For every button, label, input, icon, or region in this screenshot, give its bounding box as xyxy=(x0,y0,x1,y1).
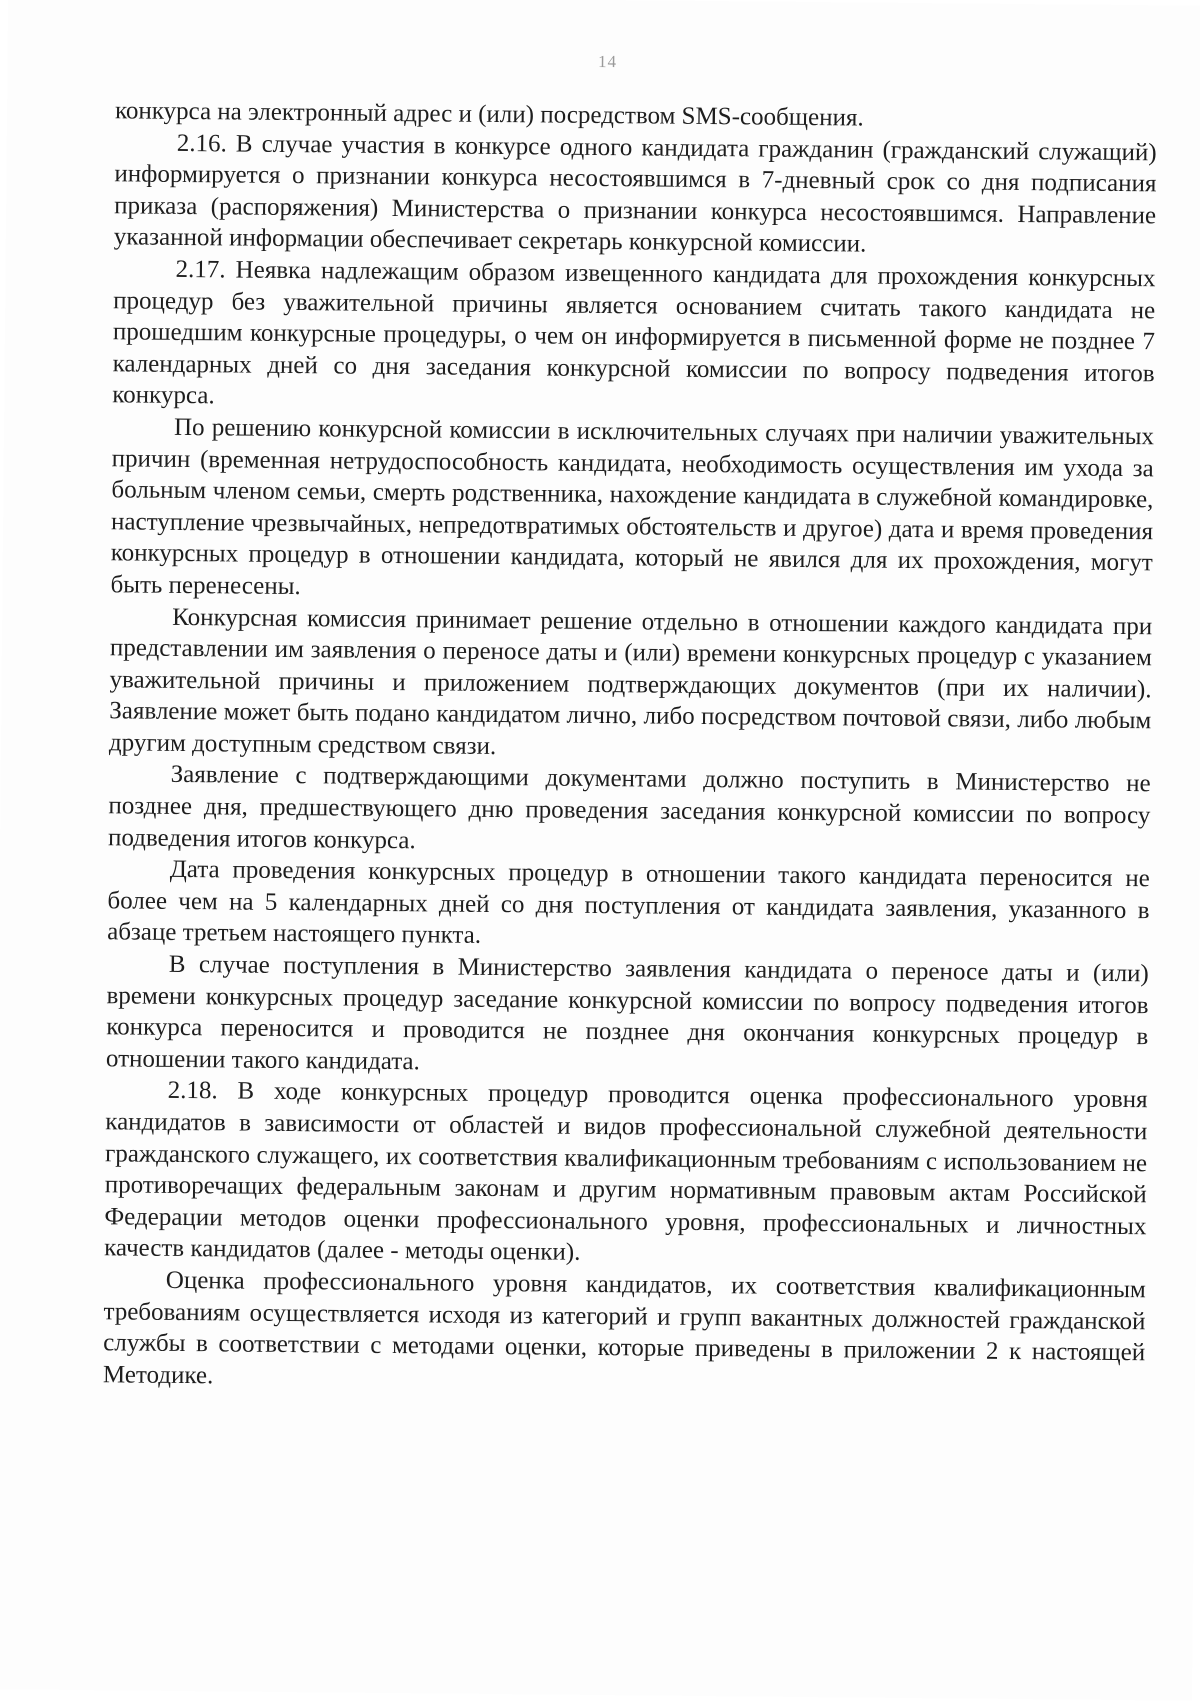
paragraph-2-17: 2.17. Неявка надлежащим образом извещенного кандидата для прохождения конкурсных процедур без уважительной причины является основанием считать такого кандидата не прошедшим конкурсные процедуры, о чем он информируется в письменной форме не позднее 7 календарных дней со дня заседания конкурсной комиссии по вопросу подведения итогов конкурса. xyxy=(112,255,1156,410)
paragraph-reschedule-limit: Дата проведения конкурсных процедур в отношении такого кандидата переносится не более чем на 5 календарных дней со дня поступления от кандидата заявления, указанного в абзаце третьем настоящего пункта. xyxy=(107,856,1150,950)
paragraph-commission-decision: Конкурсная комиссия принимает решение отдельно в отношении каждого кандидата при представлении им заявления о переносе даты и (или) времени конкурсных процедур с указанием уважительной причины и приложением подтверждающих документов (при их наличии). Заявление может быть подано кандидатом лично, либо посредством почтовой связи, либо любым другим доступным средством связи. xyxy=(108,603,1153,760)
paragraph-meeting-postponement: В случае поступления в Министерство заявления кандидата о переносе даты и (или) времени конкурсных процедур заседание конкурсной комиссии по вопросу подведения итогов конкурса переносится и проводится не позднее дня окончания конкурсных процедур в отношении такого кандидата. xyxy=(105,950,1149,1076)
paragraph-assessment-methods: Оценка профессионального уровня кандидатов, их соответствия квалификационным требованиям осуществляется исходя из категорий и групп вакантных должностей гражданской службы в соответствии с методами оценки, которые приведены в приложении 2 к настоящей Методике. xyxy=(102,1266,1146,1390)
document-body xyxy=(103,95,1157,1400)
paragraph-reschedule-reasons: По решению конкурсной комиссии в исключительных случаях при наличии уважительных причин (временная нетрудоспособность кандидата, необходимость осуществления им ухода за больным членом семьи, смерть родственника, нахождение кандидата в служебной командировке, наступление чрезвычайных, непредотвратимых обстоятельств и другое) дата и время проведения конкурсных процедур в отношении кандидата, который не явился для их прохождения, могут быть перенесены. xyxy=(110,413,1155,601)
paragraph-continuation: конкурса на электронный адрес и (или) посредством SMS-сообщения. xyxy=(114,97,864,132)
paragraph-application-deadline: Заявление с подтверждающими документами должно поступить в Министерство не позднее дня, предшествующего дню проведения заседания конкурсной комиссии по вопросу подведения итогов конкурса. xyxy=(107,761,1151,854)
paragraph-2-16: 2.16. В случае участия в конкурсе одного кандидата гражданин (гражданский служащий) информируется о признании конкурса несостоявшимся в 7-дневный срок со дня подписания приказа (распоряжения) Министерства о признании конкурса несостоявшимся. Направление указанной информации обеспечивает секретарь конкурсной комиссии. xyxy=(113,129,1157,258)
page-number: 14 xyxy=(597,51,618,72)
paragraph-2-18: 2.18. В ходе конкурсных процедур проводится оценка профессионального уровня кандидатов в зависимости от областей и видов профессиональной служебной деятельности гражданского служащего, их соответствия квалификационным требованиям с использованием не противоречащих федеральным законам и другим нормативным правовым актам Российской Федерации методов оценки профессионального уровня, профессиональных и личностных качеств кандидатов (далее - методы оценки). xyxy=(104,1077,1148,1267)
